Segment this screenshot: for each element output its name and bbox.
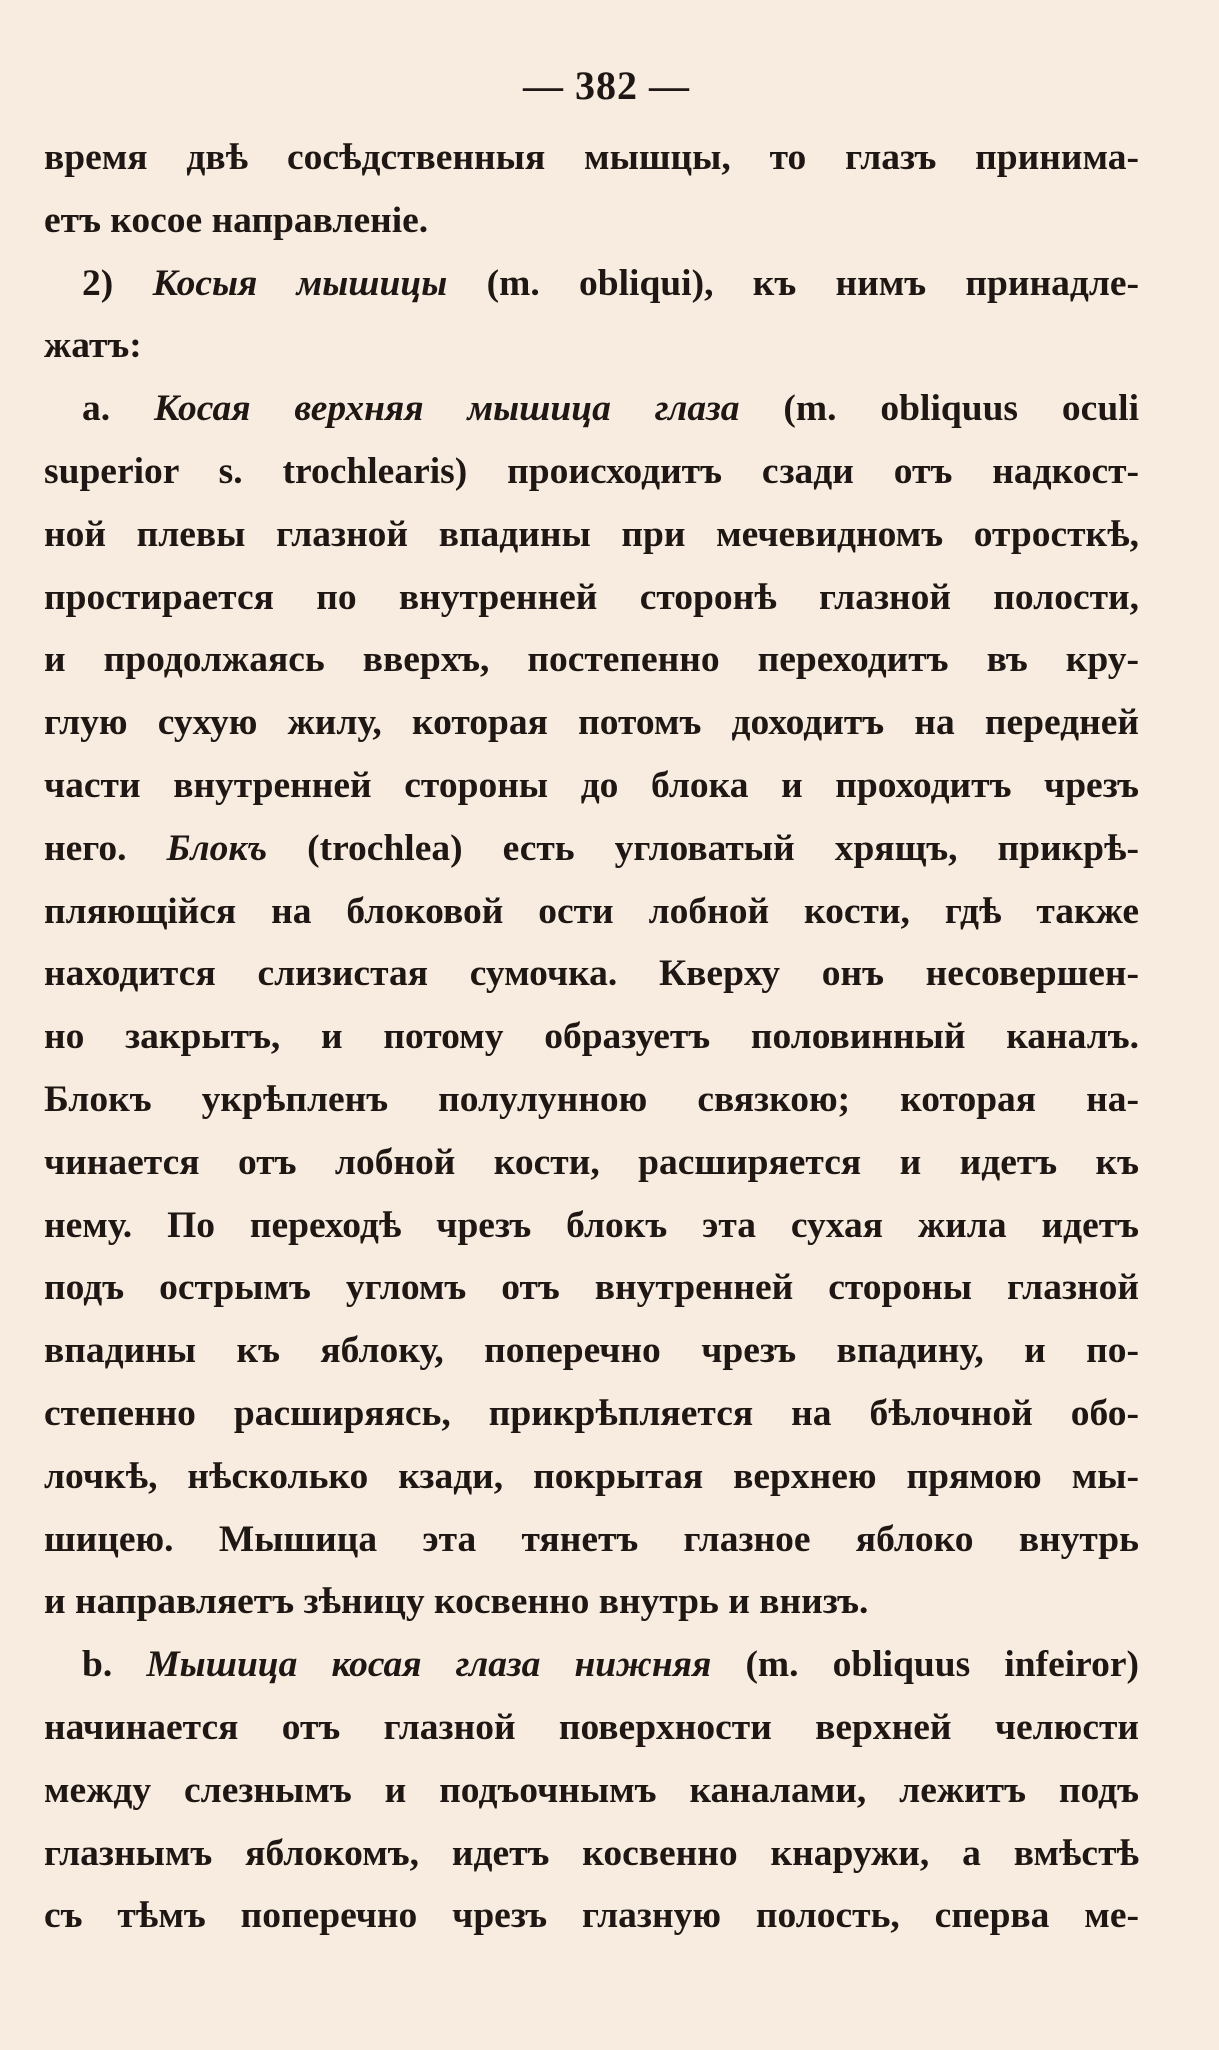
text-line: етъ косое направленіе.	[44, 199, 429, 241]
text-line: и направляетъ зѣницу косвенно внутрь и внизъ.	[44, 1581, 869, 1623]
text-line: шицею. Мышица эта тянетъ глазное яблоко внутрь	[44, 1518, 1139, 1560]
list-marker: b.	[82, 1644, 113, 1686]
text-line: ной плевы глазной впадины при мечевидномъ отросткѣ,	[44, 513, 1139, 555]
list-marker: a.	[82, 388, 111, 430]
text-line: подъ острымъ угломъ отъ внутренней стороны глазной	[44, 1267, 1139, 1309]
latin-term: (m. obliquus infeiror)	[745, 1644, 1140, 1686]
text-line: время двѣ сосѣдственныя мышцы, то глазъ принима-	[44, 137, 1139, 178]
text-line: superior s. trochlearis) происходитъ сзади отъ надкост-	[44, 450, 1139, 492]
text-line: съ тѣмъ поперечно чрезъ глазную полость, сперва ме-	[44, 1895, 1139, 1937]
text-fragment: (trochlea) есть угловатый хрящъ, прикрѣ-	[307, 827, 1140, 869]
text-line	[44, 1634, 1139, 1697]
list-marker: 2)	[82, 262, 114, 304]
text-line: между слезнымъ и подъочнымъ каналами, лежитъ подъ	[44, 1769, 1139, 1811]
text-line: чинается отъ лобной кости, расширяется и идетъ къ	[44, 1141, 1139, 1183]
section-heading: Косая верхняя мышица глаза	[154, 388, 740, 430]
text-line: и продолжаясь вверхъ, постепенно переходитъ въ кру-	[44, 639, 1139, 681]
text-line: пляющійся на блоковой ости лобной кости, гдѣ также	[44, 890, 1139, 932]
page-number: — 382 —	[523, 63, 690, 108]
section-heading: Мышица косая глаза нижняя	[146, 1644, 712, 1686]
text-line: глую сухую жилу, которая потомъ доходитъ на передней	[44, 702, 1139, 744]
text-line: нему. По переходѣ чрезъ блокъ эта сухая жила идетъ	[44, 1204, 1139, 1246]
text-line: жатъ:	[44, 325, 142, 367]
text-line: но закрытъ, и потому образуетъ половинный каналъ.	[44, 1016, 1139, 1058]
paragraph-oblique-muscles	[44, 253, 1139, 379]
term-blok: Блокъ	[166, 827, 268, 869]
paragraph-superior-oblique	[44, 378, 1139, 1634]
text-line	[44, 378, 1139, 441]
text-line: начинается отъ глазной поверхности верхней челюсти	[44, 1706, 1139, 1748]
text-fragment: , къ нимъ принадле-	[704, 262, 1140, 304]
latin-term: (m. obliquus oculi	[783, 388, 1140, 430]
latin-term: (m. obliqui)	[486, 262, 705, 304]
text-line: части внутренней стороны до блока и проходитъ чрезъ	[44, 764, 1139, 806]
text-line: лочкѣ, нѣсколько кзади, покрытая верхнею прямою мы-	[44, 1455, 1139, 1497]
text-fragment: него.	[44, 827, 127, 869]
text-line: находится слизистая сумочка. Кверху онъ несовершен-	[44, 953, 1139, 995]
paragraph-continuation	[44, 127, 1139, 253]
text-line: глазнымъ яблокомъ, идетъ косвенно кнаружи, а вмѣстѣ	[44, 1832, 1139, 1874]
text-line: простирается по внутренней сторонѣ глазной полости,	[44, 576, 1139, 618]
text-line: Блокъ укрѣпленъ полулунною связкою; которая на-	[44, 1078, 1139, 1120]
text-line	[44, 818, 1139, 881]
section-heading: Косыя мышицы	[152, 262, 448, 304]
text-line: степенно расширяясь, прикрѣпляется на бѣлочной обо-	[44, 1392, 1139, 1434]
text-line	[44, 253, 1139, 316]
text-line: впадины къ яблоку, поперечно чрезъ впадину, и по-	[44, 1330, 1139, 1372]
paragraph-inferior-oblique	[44, 1634, 1139, 1948]
